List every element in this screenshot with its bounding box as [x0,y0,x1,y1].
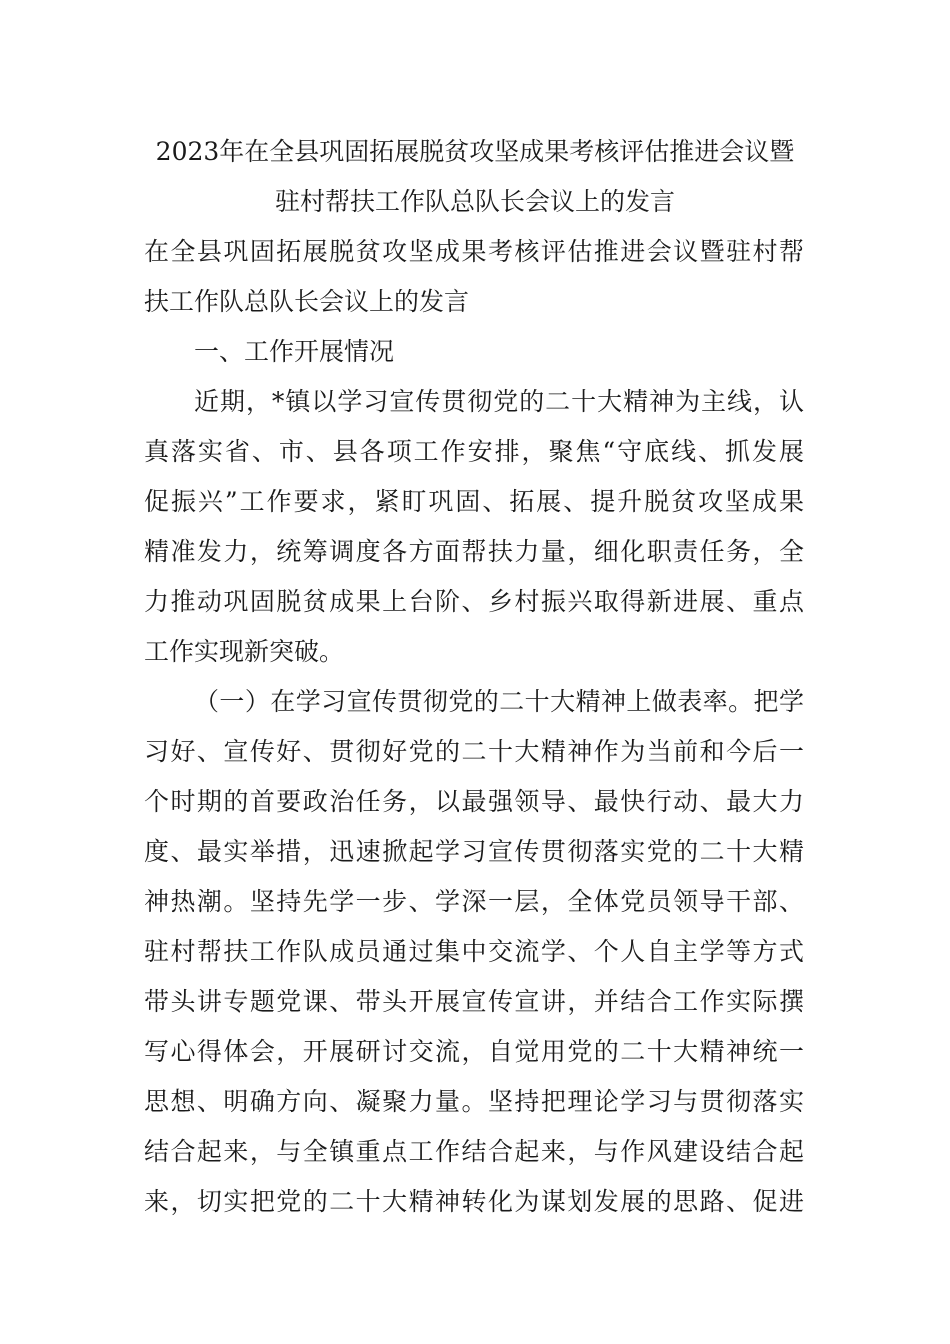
paragraph-2-line-10: 结合起来，与全镇重点工作结合起来，与作风建设结合起 [144,1137,804,1166]
paragraph-2-line-3: 个时期的首要政治任务，以最强领导、最快行动、最大力 [144,787,804,816]
document-title-line-2: 驻村帮扶工作队总队长会议上的发言 [274,187,675,216]
paragraph-1-line-3: 促振兴”工作要求，紧盯巩固、拓展、提升脱贫攻坚成果 [144,487,804,516]
paragraph-1-line-5: 力推动巩固脱贫成果上台阶、乡村振兴取得新进展、重点 [144,587,804,616]
paragraph-1-line-6: 工作实现新突破。 [144,637,345,666]
section-heading: 一、工作开展情况 [194,337,395,366]
document-title-line-1: 2023年在全县巩固拓展脱贫攻坚成果考核评估推进会议暨 [155,137,795,166]
paragraph-2-line-8: 写心得体会，开展研讨交流，自觉用党的二十大精神统一 [144,1037,804,1066]
paragraph-2-line-11: 来，切实把党的二十大精神转化为谋划发展的思路、促进 [144,1187,804,1216]
paragraph-2-line-9: 思想、明确方向、凝聚力量。坚持把理论学习与贯彻落实 [144,1087,804,1116]
subtitle-line-2: 扶工作队总队长会议上的发言 [144,287,470,316]
paragraph-1-line-1: 近期，*镇以学习宣传贯彻党的二十大精神为主线，认 [194,387,804,416]
paragraph-1-line-4: 精准发力，统筹调度各方面帮扶力量，细化职责任务，全 [144,537,804,566]
paragraph-2-line-5: 神热潮。坚持先学一步、学深一层，全体党员领导干部、 [144,887,804,916]
paragraph-1-line-2: 真落实省、市、县各项工作安排，聚焦“守底线、抓发展 [144,437,804,466]
subtitle-line-1: 在全县巩固拓展脱贫攻坚成果考核评估推进会议暨驻村帮 [144,237,804,266]
paragraph-2-line-1: （一）在学习宣传贯彻党的二十大精神上做表率。把学 [194,687,804,716]
paragraph-2-line-7: 带头讲专题党课、带头开展宣传宣讲，并结合工作实际撰 [144,987,804,1016]
paragraph-2-line-4: 度、最实举措，迅速掀起学习宣传贯彻落实党的二十大精 [144,837,804,866]
paragraph-2-line-2: 习好、宣传好、贯彻好党的二十大精神作为当前和今后一 [144,737,804,766]
paragraph-2-line-6: 驻村帮扶工作队成员通过集中交流学、个人自主学等方式 [144,937,804,966]
